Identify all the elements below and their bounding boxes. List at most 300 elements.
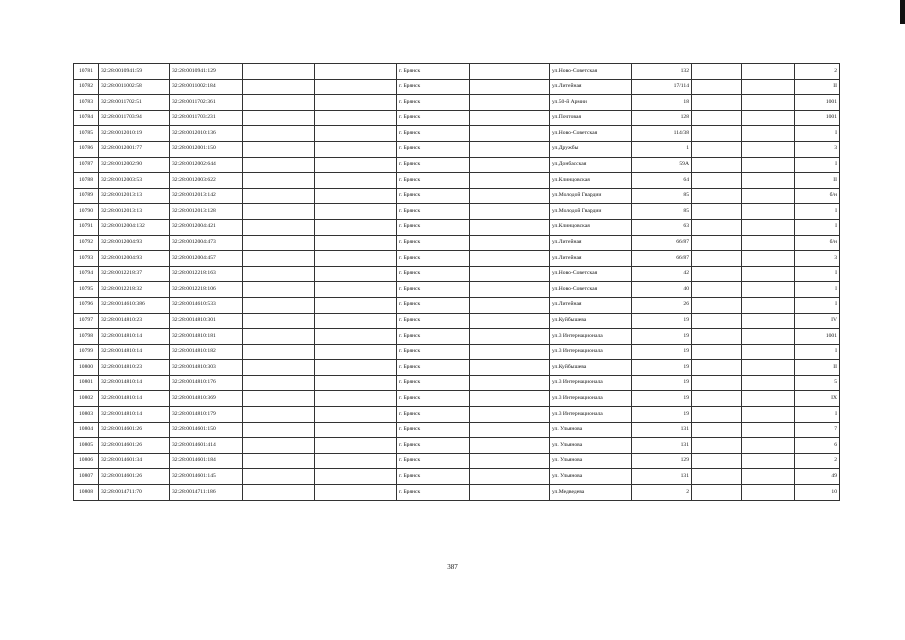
- cell-empty: [742, 391, 795, 407]
- cell-empty: [742, 422, 795, 438]
- cell-empty: [243, 313, 315, 329]
- cell-record-number: 10798: [74, 329, 99, 345]
- cell-object-cadastral-number: 32:28:0014810:369: [170, 391, 243, 407]
- table-row: [74, 157, 840, 173]
- cell-record-number: 10797: [74, 313, 99, 329]
- table-row: [74, 204, 840, 220]
- cell-record-number: 10781: [74, 64, 99, 80]
- cell-house-number: 64: [632, 173, 692, 189]
- cell-house-number: 18: [632, 95, 692, 111]
- table-row: [74, 313, 840, 329]
- cell-city: г. Брянск: [397, 235, 470, 251]
- cell-empty: [742, 438, 795, 454]
- cell-city: г. Брянск: [397, 188, 470, 204]
- cell-record-number: 10782: [74, 79, 99, 95]
- cell-empty: [315, 344, 397, 360]
- cell-empty: [692, 375, 742, 391]
- cell-land-cadastral-number: 32:28:0014810:14: [99, 391, 170, 407]
- cell-empty: [742, 251, 795, 267]
- cell-empty: [315, 469, 397, 485]
- cell-street: ул.3 Интернационала: [550, 375, 632, 391]
- cell-land-cadastral-number: 32:28:0014810:14: [99, 407, 170, 423]
- cell-street: ул. Ульянова: [550, 422, 632, 438]
- cell-house-number: 19: [632, 360, 692, 376]
- cell-street: ул.Молодой Гвардии: [550, 204, 632, 220]
- cell-empty: [692, 344, 742, 360]
- cell-empty: [315, 235, 397, 251]
- cell-empty: [742, 188, 795, 204]
- table-row: [74, 344, 840, 360]
- cell-object-cadastral-number: 32:28:0014711:186: [170, 485, 243, 501]
- cell-empty: [692, 266, 742, 282]
- cell-house-number: 85: [632, 188, 692, 204]
- cell-empty: [470, 266, 550, 282]
- cell-empty: [470, 297, 550, 313]
- cell-premises-number: I: [795, 157, 840, 173]
- cell-empty: [692, 157, 742, 173]
- cell-street: ул.Ново-Советская: [550, 282, 632, 298]
- cell-house-number: 114/38: [632, 126, 692, 142]
- cell-empty: [315, 251, 397, 267]
- cell-empty: [692, 329, 742, 345]
- cell-street: ул.3 Интернационала: [550, 344, 632, 360]
- cell-premises-number: IX: [795, 391, 840, 407]
- cell-empty: [243, 469, 315, 485]
- cell-empty: [315, 64, 397, 80]
- cell-land-cadastral-number: 32:28:0011002:58: [99, 79, 170, 95]
- cell-city: г. Брянск: [397, 469, 470, 485]
- cell-object-cadastral-number: 32:28:0014810:179: [170, 407, 243, 423]
- cell-object-cadastral-number: 32:28:0014601:150: [170, 422, 243, 438]
- cell-empty: [692, 95, 742, 111]
- cell-land-cadastral-number: 32:28:0012002:90: [99, 157, 170, 173]
- cell-premises-number: 10: [795, 485, 840, 501]
- cell-empty: [315, 391, 397, 407]
- cell-empty: [243, 282, 315, 298]
- edge-mark: [900, 0, 905, 24]
- cell-empty: [742, 407, 795, 423]
- cell-empty: [470, 313, 550, 329]
- cell-empty: [692, 313, 742, 329]
- table-row: [74, 266, 840, 282]
- cell-empty: [470, 453, 550, 469]
- cell-record-number: 10795: [74, 282, 99, 298]
- cell-street: ул.3 Интернационала: [550, 407, 632, 423]
- cell-premises-number: 2: [795, 453, 840, 469]
- cell-object-cadastral-number: 32:28:0014601:184: [170, 453, 243, 469]
- cell-premises-number: I: [795, 282, 840, 298]
- cell-house-number: 131: [632, 438, 692, 454]
- cell-empty: [470, 173, 550, 189]
- cell-empty: [742, 297, 795, 313]
- cell-house-number: 42: [632, 266, 692, 282]
- cell-empty: [243, 64, 315, 80]
- cell-premises-number: IV: [795, 313, 840, 329]
- cell-premises-number: б/н: [795, 188, 840, 204]
- cell-empty: [742, 282, 795, 298]
- cell-city: г. Брянск: [397, 251, 470, 267]
- cell-street: ул.Литейная: [550, 297, 632, 313]
- cell-street: ул.Дружбы: [550, 141, 632, 157]
- cell-object-cadastral-number: 32:28:0014810:182: [170, 344, 243, 360]
- cell-premises-number: 6: [795, 438, 840, 454]
- cell-street: ул.Молодой Гвардии: [550, 188, 632, 204]
- cell-empty: [742, 313, 795, 329]
- cell-street: ул. Ульянова: [550, 438, 632, 454]
- cell-object-cadastral-number: 32:28:0012001:150: [170, 141, 243, 157]
- cell-empty: [470, 485, 550, 501]
- cell-street: ул.Литейная: [550, 251, 632, 267]
- cell-house-number: 19: [632, 391, 692, 407]
- cell-premises-number: II: [795, 79, 840, 95]
- table-row: [74, 64, 840, 80]
- cell-street: ул.Почтовая: [550, 110, 632, 126]
- cell-empty: [470, 188, 550, 204]
- cell-empty: [742, 375, 795, 391]
- cell-empty: [243, 407, 315, 423]
- table-row: [74, 235, 840, 251]
- table-row: [74, 360, 840, 376]
- cell-city: г. Брянск: [397, 173, 470, 189]
- cell-empty: [470, 360, 550, 376]
- cell-object-cadastral-number: 32:28:0012013:142: [170, 188, 243, 204]
- cell-empty: [243, 141, 315, 157]
- cell-empty: [470, 375, 550, 391]
- cell-record-number: 10804: [74, 422, 99, 438]
- cell-land-cadastral-number: 32:28:0014810:14: [99, 329, 170, 345]
- cell-object-cadastral-number: 32:28:0014601:145: [170, 469, 243, 485]
- cell-empty: [243, 157, 315, 173]
- cell-empty: [315, 188, 397, 204]
- cell-empty: [243, 391, 315, 407]
- cell-empty: [243, 95, 315, 111]
- cell-premises-number: 49: [795, 469, 840, 485]
- cell-object-cadastral-number: 32:28:0012003:622: [170, 173, 243, 189]
- cell-land-cadastral-number: 32:28:0014610:386: [99, 297, 170, 313]
- cell-record-number: 10803: [74, 407, 99, 423]
- page-number: 387: [447, 563, 458, 571]
- cell-empty: [243, 110, 315, 126]
- cell-premises-number: 3: [795, 251, 840, 267]
- cell-record-number: 10789: [74, 188, 99, 204]
- cell-land-cadastral-number: 32:28:0012218:32: [99, 282, 170, 298]
- cell-record-number: 10802: [74, 391, 99, 407]
- cell-empty: [243, 438, 315, 454]
- cell-record-number: 10791: [74, 219, 99, 235]
- cell-record-number: 10787: [74, 157, 99, 173]
- cell-house-number: 19: [632, 375, 692, 391]
- cell-empty: [742, 485, 795, 501]
- cell-object-cadastral-number: 32:28:0012218:106: [170, 282, 243, 298]
- table-row: [74, 375, 840, 391]
- cell-record-number: 10806: [74, 453, 99, 469]
- cell-object-cadastral-number: 32:28:0011703:231: [170, 110, 243, 126]
- table-row: [74, 95, 840, 111]
- cell-house-number: 17/114: [632, 79, 692, 95]
- cell-empty: [315, 485, 397, 501]
- cell-empty: [315, 282, 397, 298]
- cell-empty: [692, 141, 742, 157]
- cell-empty: [692, 407, 742, 423]
- cell-land-cadastral-number: 32:28:0014810:23: [99, 360, 170, 376]
- table-row: [74, 126, 840, 142]
- cell-land-cadastral-number: 32:28:0012013:13: [99, 188, 170, 204]
- cell-house-number: 19: [632, 407, 692, 423]
- cell-object-cadastral-number: 32:28:0012013:128: [170, 204, 243, 220]
- cell-empty: [243, 188, 315, 204]
- cell-premises-number: 2: [795, 64, 840, 80]
- table-row: [74, 110, 840, 126]
- cell-empty: [243, 453, 315, 469]
- cell-empty: [742, 453, 795, 469]
- cell-empty: [315, 157, 397, 173]
- cell-empty: [470, 344, 550, 360]
- cell-city: г. Брянск: [397, 204, 470, 220]
- cell-house-number: 1: [632, 141, 692, 157]
- cell-premises-number: 5: [795, 375, 840, 391]
- table-row: [74, 438, 840, 454]
- cell-record-number: 10786: [74, 141, 99, 157]
- cell-object-cadastral-number: 32:28:0012004:457: [170, 251, 243, 267]
- cell-empty: [692, 204, 742, 220]
- cell-empty: [742, 126, 795, 142]
- cell-city: г. Брянск: [397, 438, 470, 454]
- table-row: [74, 453, 840, 469]
- cell-record-number: 10783: [74, 95, 99, 111]
- cell-house-number: 63: [632, 219, 692, 235]
- cell-street: ул.Куйбышева: [550, 313, 632, 329]
- cell-empty: [315, 126, 397, 142]
- table-row: [74, 173, 840, 189]
- cell-empty: [742, 235, 795, 251]
- table-row: [74, 251, 840, 267]
- cell-object-cadastral-number: 32:28:0012002:644: [170, 157, 243, 173]
- cell-empty: [470, 126, 550, 142]
- cell-land-cadastral-number: 32:28:0011702:51: [99, 95, 170, 111]
- cell-empty: [742, 329, 795, 345]
- cell-empty: [470, 157, 550, 173]
- cell-premises-number: II: [795, 360, 840, 376]
- cell-premises-number: I: [795, 407, 840, 423]
- cell-street: ул.Ново-Советская: [550, 266, 632, 282]
- cell-land-cadastral-number: 32:28:0014601:26: [99, 469, 170, 485]
- cell-empty: [470, 235, 550, 251]
- cell-land-cadastral-number: 32:28:0012003:53: [99, 173, 170, 189]
- table-row: [74, 79, 840, 95]
- property-registry-table: [73, 63, 840, 501]
- cell-city: г. Брянск: [397, 141, 470, 157]
- cell-house-number: 131: [632, 469, 692, 485]
- cell-empty: [315, 79, 397, 95]
- cell-empty: [692, 297, 742, 313]
- cell-empty: [470, 422, 550, 438]
- cell-premises-number: I: [795, 126, 840, 142]
- cell-object-cadastral-number: 32:28:0011002:184: [170, 79, 243, 95]
- cell-house-number: 66/87: [632, 251, 692, 267]
- cell-record-number: 10793: [74, 251, 99, 267]
- cell-city: г. Брянск: [397, 110, 470, 126]
- cell-object-cadastral-number: 32:28:0014810:301: [170, 313, 243, 329]
- cell-street: ул.3 Интернационала: [550, 329, 632, 345]
- cell-empty: [470, 469, 550, 485]
- cell-empty: [470, 407, 550, 423]
- table-row: [74, 407, 840, 423]
- cell-empty: [315, 173, 397, 189]
- cell-empty: [742, 219, 795, 235]
- cell-land-cadastral-number: 32:28:0014810:14: [99, 344, 170, 360]
- cell-premises-number: 7: [795, 422, 840, 438]
- cell-premises-number: II: [795, 173, 840, 189]
- cell-empty: [243, 126, 315, 142]
- cell-empty: [315, 95, 397, 111]
- table-row: [74, 219, 840, 235]
- cell-empty: [742, 79, 795, 95]
- cell-street: ул.Литейная: [550, 235, 632, 251]
- cell-land-cadastral-number: 32:28:0014810:23: [99, 313, 170, 329]
- cell-house-number: 19: [632, 329, 692, 345]
- table-row: [74, 297, 840, 313]
- cell-empty: [243, 219, 315, 235]
- cell-empty: [692, 188, 742, 204]
- cell-house-number: 26: [632, 297, 692, 313]
- cell-street: ул.Донбасская: [550, 157, 632, 173]
- cell-empty: [315, 313, 397, 329]
- cell-premises-number: I: [795, 297, 840, 313]
- cell-empty: [692, 173, 742, 189]
- cell-empty: [742, 64, 795, 80]
- cell-empty: [243, 297, 315, 313]
- cell-record-number: 10805: [74, 438, 99, 454]
- table-row: [74, 485, 840, 501]
- cell-empty: [315, 110, 397, 126]
- cell-empty: [692, 391, 742, 407]
- table-row: [74, 141, 840, 157]
- cell-street: ул.Ново-Советская: [550, 126, 632, 142]
- cell-object-cadastral-number: 32:28:0012004:421: [170, 219, 243, 235]
- table-row: [74, 422, 840, 438]
- cell-empty: [470, 391, 550, 407]
- cell-land-cadastral-number: 32:28:0014601:26: [99, 422, 170, 438]
- cell-record-number: 10799: [74, 344, 99, 360]
- cell-empty: [742, 95, 795, 111]
- cell-empty: [692, 79, 742, 95]
- cell-city: г. Брянск: [397, 375, 470, 391]
- cell-city: г. Брянск: [397, 485, 470, 501]
- cell-record-number: 10807: [74, 469, 99, 485]
- cell-empty: [470, 79, 550, 95]
- cell-city: г. Брянск: [397, 79, 470, 95]
- cell-record-number: 10796: [74, 297, 99, 313]
- cell-empty: [315, 360, 397, 376]
- cell-land-cadastral-number: 32:28:0012013:13: [99, 204, 170, 220]
- cell-premises-number: I: [795, 344, 840, 360]
- cell-city: г. Брянск: [397, 344, 470, 360]
- cell-empty: [692, 469, 742, 485]
- cell-object-cadastral-number: 32:28:0011702:361: [170, 95, 243, 111]
- cell-empty: [692, 282, 742, 298]
- cell-house-number: 59А: [632, 157, 692, 173]
- cell-premises-number: 3: [795, 141, 840, 157]
- cell-object-cadastral-number: 32:28:0014810:303: [170, 360, 243, 376]
- cell-empty: [315, 297, 397, 313]
- cell-street: ул.Ново-Советская: [550, 64, 632, 80]
- cell-city: г. Брянск: [397, 282, 470, 298]
- cell-premises-number: I: [795, 204, 840, 220]
- cell-object-cadastral-number: 32:28:0014610:533: [170, 297, 243, 313]
- cell-record-number: 10788: [74, 173, 99, 189]
- cell-city: г. Брянск: [397, 407, 470, 423]
- cell-house-number: 128: [632, 110, 692, 126]
- cell-empty: [692, 64, 742, 80]
- cell-empty: [692, 126, 742, 142]
- cell-city: г. Брянск: [397, 64, 470, 80]
- cell-record-number: 10801: [74, 375, 99, 391]
- cell-house-number: 129: [632, 453, 692, 469]
- cell-city: г. Брянск: [397, 297, 470, 313]
- cell-empty: [243, 375, 315, 391]
- cell-land-cadastral-number: 32:28:0012004:132: [99, 219, 170, 235]
- cell-empty: [692, 438, 742, 454]
- cell-empty: [742, 344, 795, 360]
- cell-empty: [742, 110, 795, 126]
- cell-empty: [315, 453, 397, 469]
- cell-empty: [742, 204, 795, 220]
- cell-land-cadastral-number: 32:28:0014601:26: [99, 438, 170, 454]
- cell-city: г. Брянск: [397, 313, 470, 329]
- cell-house-number: 2: [632, 485, 692, 501]
- cell-empty: [742, 469, 795, 485]
- cell-empty: [692, 251, 742, 267]
- cell-record-number: 10785: [74, 126, 99, 142]
- cell-premises-number: 1001: [795, 110, 840, 126]
- cell-empty: [243, 422, 315, 438]
- cell-street: ул.Медведева: [550, 485, 632, 501]
- cell-empty: [243, 79, 315, 95]
- cell-empty: [243, 485, 315, 501]
- cell-premises-number: I: [795, 266, 840, 282]
- cell-record-number: 10800: [74, 360, 99, 376]
- cell-empty: [692, 360, 742, 376]
- table-row: [74, 329, 840, 345]
- cell-land-cadastral-number: 32:28:0014601:34: [99, 453, 170, 469]
- cell-empty: [315, 141, 397, 157]
- cell-object-cadastral-number: 32:28:0014810:176: [170, 375, 243, 391]
- cell-empty: [315, 407, 397, 423]
- cell-premises-number: I: [795, 219, 840, 235]
- cell-land-cadastral-number: 32:28:0010941:59: [99, 64, 170, 80]
- cell-empty: [315, 329, 397, 345]
- cell-empty: [243, 329, 315, 345]
- cell-street: ул.Клинцовская: [550, 173, 632, 189]
- cell-empty: [742, 360, 795, 376]
- cell-empty: [315, 422, 397, 438]
- cell-house-number: 131: [632, 422, 692, 438]
- cell-house-number: 19: [632, 344, 692, 360]
- cell-city: г. Брянск: [397, 422, 470, 438]
- cell-house-number: 132: [632, 64, 692, 80]
- table-body: [74, 64, 840, 501]
- cell-object-cadastral-number: 32:28:0014810:181: [170, 329, 243, 345]
- cell-empty: [742, 266, 795, 282]
- cell-empty: [315, 219, 397, 235]
- cell-empty: [692, 453, 742, 469]
- table-row: [74, 391, 840, 407]
- cell-city: г. Брянск: [397, 453, 470, 469]
- cell-empty: [742, 173, 795, 189]
- cell-empty: [243, 251, 315, 267]
- cell-empty: [315, 438, 397, 454]
- cell-empty: [315, 204, 397, 220]
